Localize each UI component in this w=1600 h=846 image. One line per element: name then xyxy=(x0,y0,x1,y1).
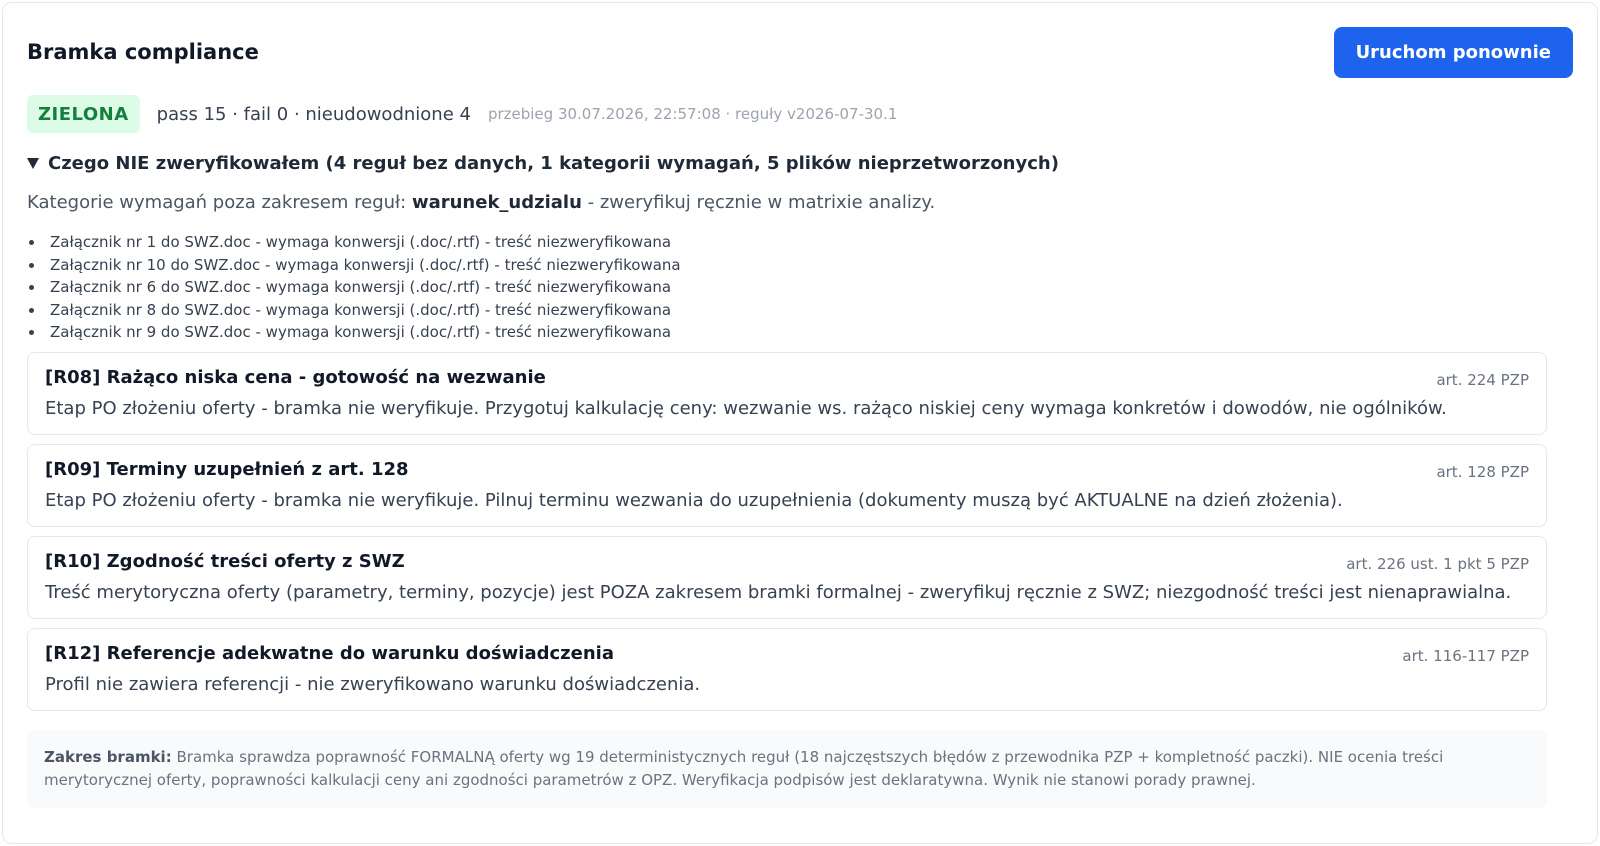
list-item: Załącznik nr 10 do SWZ.doc - wymaga konwersji (.doc/.rtf) - treść niezweryfikowana xyxy=(27,254,681,277)
rule-description: Etap PO złożeniu oferty - bramka nie weryfikuje. Przygotuj kalkulację ceny: wezwanie ws. rażąco niskiej ceny wymaga konkretów i dowodów, nie ogólników. xyxy=(45,398,1447,419)
categories-suffix: - zweryfikuj ręcznie w matrixie analizy. xyxy=(587,192,936,213)
unprocessed-files-list xyxy=(27,231,681,344)
rule-card-r12 xyxy=(27,628,1547,711)
scope-disclaimer xyxy=(27,730,1547,808)
list-item: Załącznik nr 9 do SWZ.doc - wymaga konwersji (.doc/.rtf) - treść niezweryfikowana xyxy=(27,321,681,344)
rule-card-r08 xyxy=(27,352,1547,435)
rule-description: Etap PO złożeniu oferty - bramka nie weryfikuje. Pilnuj terminu wezwania do uzupełnienia (dokumenty muszą być AKTUALNE na dzień złożenia). xyxy=(45,490,1343,511)
rule-title: [R12] Referencje adekwatne do warunku doświadczenia xyxy=(45,643,614,664)
rule-title: [R10] Zgodność treści oferty z SWZ xyxy=(45,551,405,572)
rule-card-r10 xyxy=(27,536,1547,619)
rule-legal-reference: art. 226 ust. 1 pkt 5 PZP xyxy=(1346,555,1529,573)
rerun-button[interactable]: Uruchom ponownie xyxy=(1334,27,1573,78)
categories-prefix: Kategorie wymagań poza zakresem reguł: xyxy=(27,192,407,213)
unverified-disclosure-toggle[interactable] xyxy=(27,153,1059,174)
rule-legal-reference: art. 224 PZP xyxy=(1436,371,1529,389)
list-item: Załącznik nr 1 do SWZ.doc - wymaga konwersji (.doc/.rtf) - treść niezweryfikowana xyxy=(27,231,681,254)
list-item: Załącznik nr 8 do SWZ.doc - wymaga konwersji (.doc/.rtf) - treść niezweryfikowana xyxy=(27,299,681,322)
categories-note xyxy=(27,192,935,213)
status-row xyxy=(27,95,897,133)
status-badge: ZIELONA xyxy=(27,95,140,133)
scope-label: Zakres bramki: xyxy=(44,748,172,766)
rule-description: Treść merytoryczna oferty (parametry, terminy, pozycje) jest POZA zakresem bramki formalnej - zweryfikuj ręcznie z SWZ; niezgodność treści jest nienaprawialna. xyxy=(45,582,1512,603)
rule-title: [R09] Terminy uzupełnień z art. 128 xyxy=(45,459,409,480)
scope-text: Bramka sprawdza poprawność FORMALNĄ oferty wg 19 deterministycznych reguł (18 najczęstszych błędów z przewodnika PZP + kompletność paczki). NIE ocenia treści merytorycznej oferty, poprawności kalkulacji ceny ani zgodności parametrów z OPZ. Weryfikacja podpisów jest deklaratywna. Wynik nie stanowi porady prawnej. xyxy=(44,748,1444,789)
caret-down-icon xyxy=(27,158,39,169)
list-item: Załącznik nr 6 do SWZ.doc - wymaga konwersji (.doc/.rtf) - treść niezweryfikowana xyxy=(27,276,681,299)
rule-title: [R08] Rażąco niska cena - gotowość na wezwanie xyxy=(45,367,546,388)
rule-legal-reference: art. 116-117 PZP xyxy=(1402,647,1529,665)
result-counts: pass 15 · fail 0 · nieudowodnione 4 xyxy=(156,103,471,125)
rule-card-r09 xyxy=(27,444,1547,527)
header xyxy=(27,27,1573,79)
run-meta: przebieg 30.07.2026, 22:57:08 · reguły v2026-07-30.1 xyxy=(487,105,898,123)
compliance-gate-panel xyxy=(2,2,1598,844)
rule-legal-reference: art. 128 PZP xyxy=(1436,463,1529,481)
rule-description: Profil nie zawiera referencji - nie zweryfikowano warunku doświadczenia. xyxy=(45,674,701,695)
category-value: warunek_udzialu xyxy=(411,192,582,213)
unverified-summary: Czego NIE zweryfikowałem (4 reguł bez danych, 1 kategorii wymagań, 5 plików nieprzetworzonych) xyxy=(48,153,1059,174)
page-title: Bramka compliance xyxy=(27,40,259,64)
